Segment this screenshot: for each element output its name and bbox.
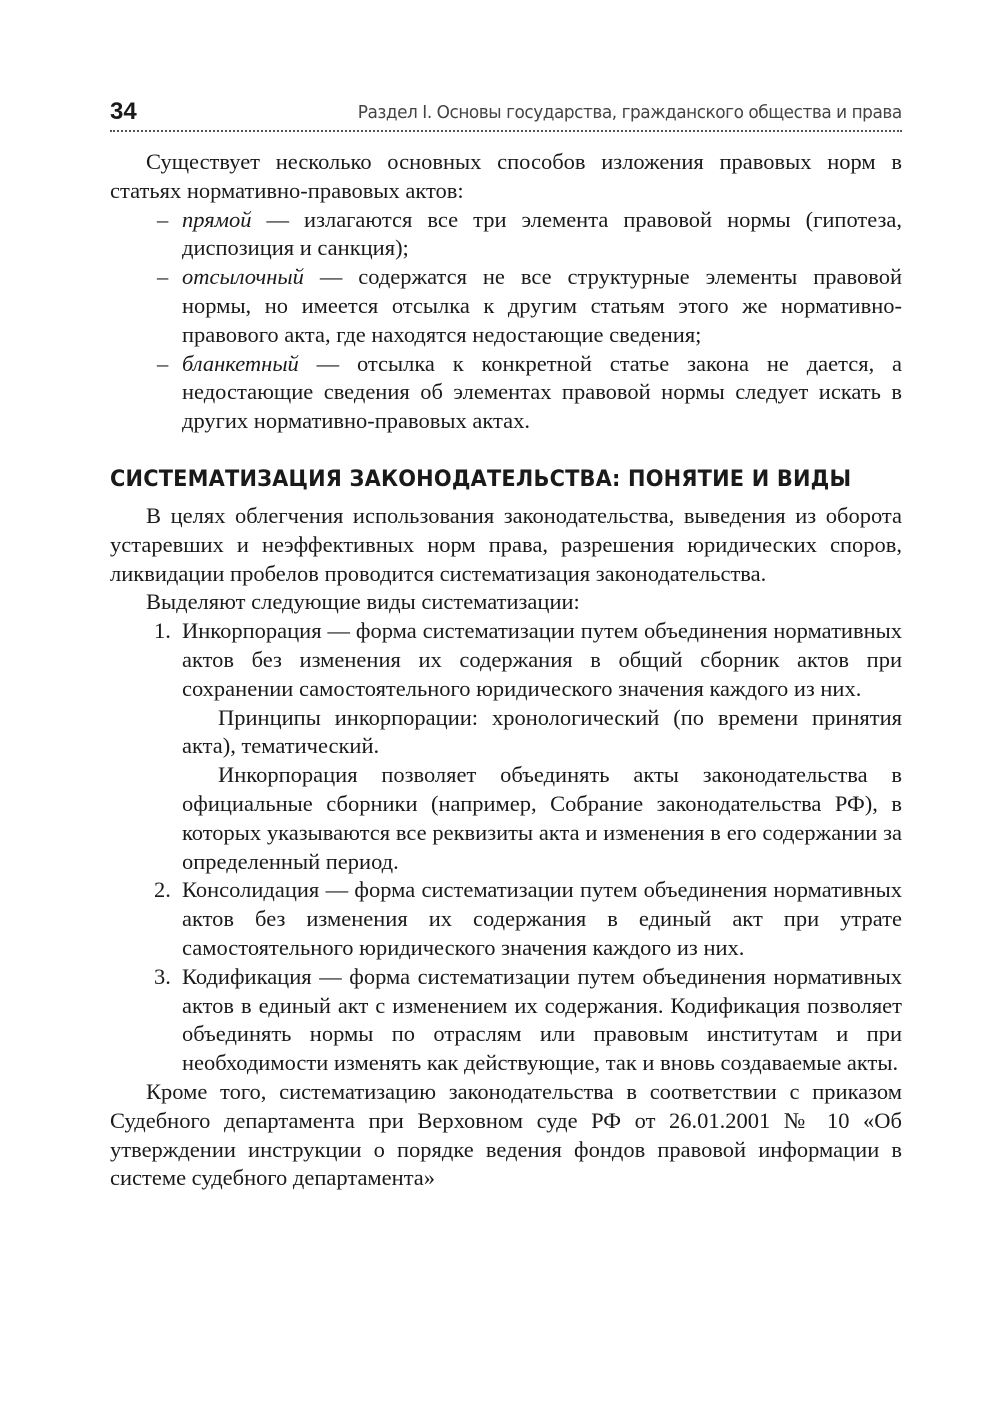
item-number: 2.: [154, 877, 171, 903]
section-heading: СИСТЕМАТИЗАЦИЯ ЗАКОНОДАТЕЛЬСТВА: ПОНЯТИЕ И ВИДЫ: [110, 466, 852, 492]
dash-marker: –: [157, 264, 169, 290]
item-text: — содержатся не все структурные элементы правовой нормы, но имеется отсылка к другим статьям этого же нормативно-правового акта, где находятся недостающие сведения;: [182, 264, 902, 347]
list-item: [110, 350, 902, 436]
page-header: [110, 84, 902, 132]
page-number: 34: [110, 98, 137, 125]
intro-paragraph: Существует несколько основных способов изложения правовых норм в статьях нормативно-правовых актов:: [110, 149, 902, 203]
page-body: [110, 148, 902, 1193]
item-text: Инкорпорация — форма систематизации путем объединения нормативных актов без изменения их содержания в общий сборник актов при сохранении самостоятельного юридического значения каждого из них.: [182, 618, 902, 701]
systematization-types-list: [110, 617, 902, 1078]
list-item: [110, 963, 902, 1078]
item-text: — отсылка к конкретной статье закона не дается, а недостающие сведения об элементах правовой нормы следует искать в других нормативно-правовых актах.: [182, 350, 902, 434]
running-head: Раздел I. Основы государства, гражданского общества и права: [357, 102, 902, 123]
list-item: [110, 617, 902, 876]
dash-marker: –: [157, 350, 169, 376]
item-subparagraph: Принципы инкорпорации: хронологический (по времени принятия акта), тематический.: [182, 704, 902, 759]
item-text: Консолидация — форма систематизации путем объединения нормативных актов без изменения их содержания в единый акт при утрате самостоятельного юридического значения каждого из них.: [182, 877, 902, 960]
item-number: 1.: [154, 618, 171, 644]
term-reference: отсылочный: [182, 264, 304, 290]
book-page: [110, 84, 902, 1193]
term-direct: прямой: [182, 206, 252, 232]
term-blanket: бланкетный: [182, 350, 299, 376]
section-paragraph: Выделяют следующие виды систематизации:: [146, 589, 580, 615]
item-number: 3.: [154, 963, 171, 989]
section-paragraph: В целях облегчения использования законодательства, выведения из оборота устаревших и неэффективных норм права, разрешения юридических споров, ликвидации пробелов проводится систематизация законодательства.: [110, 502, 902, 586]
item-text: Кодификация — форма систематизации путем объединения нормативных актов в единый акт с изменением их содержания. Кодификация позволяет объединять нормы по отраслям или правовым институтам и при необходимости изменять как действующие, так и вновь создаваемые акты.: [182, 963, 902, 1076]
item-text: — излагаются все три элемента правовой нормы (гипотеза, диспозиция и санкция);: [182, 206, 902, 261]
norm-methods-list: [110, 206, 902, 436]
dash-marker: –: [157, 206, 169, 232]
list-item: [110, 876, 902, 962]
list-item: [110, 263, 902, 349]
section-paragraph: Кроме того, систематизацию законодательства в соответствии с приказом Судебного департамента при Верховном суде РФ от 26.01.2001 № 10 «Об утверждении инструкции о порядке ведения фондов правовой информации в системе судебного департамента»: [110, 1078, 902, 1191]
list-item: [110, 206, 902, 264]
item-subparagraph: Инкорпорация позволяет объединять акты законодательства в официальные сборники (например, Собрание законодательства РФ), в которых указываются все реквизиты акта и изменения в его содержании за определенный период.: [182, 762, 902, 874]
